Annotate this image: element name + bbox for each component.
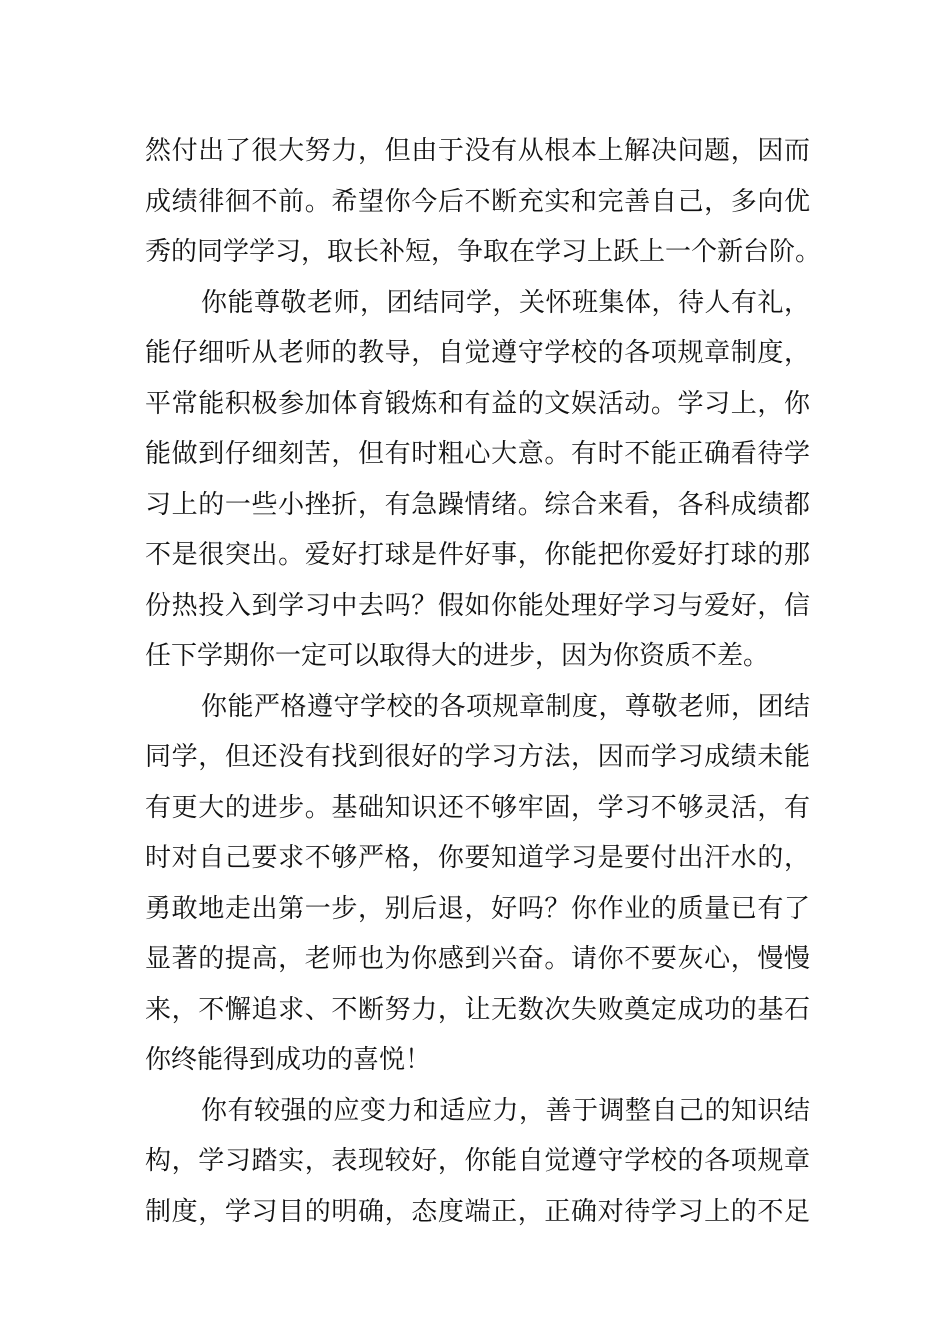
text-line: 不是很突出。爱好打球是件好事，你能把你爱好打球的那 bbox=[145, 540, 810, 570]
document-body bbox=[145, 126, 822, 1237]
paragraph-first-line: 你能严格遵守学校的各项规章制度，尊敬老师，团结 bbox=[201, 691, 810, 722]
text-line: 显著的提高，老师也为你感到兴奋。请你不要灰心，慢慢 bbox=[145, 944, 810, 974]
paragraph-first-line: 你有较强的应变力和适应力，善于调整自己的知识结 bbox=[201, 1095, 810, 1126]
text-line: 能仔细听从老师的教导，自觉遵守学校的各项规章制度， bbox=[145, 338, 810, 368]
text-line: 秀的同学学习，取长补短，争取在学习上跃上一个新台阶。 bbox=[145, 237, 822, 267]
text-line: 时对自己要求不够严格，你要知道学习是要付出汗水的， bbox=[145, 843, 810, 873]
text-line: 习上的一些小挫折，有急躁情绪。综合来看，各科成绩都 bbox=[145, 489, 810, 520]
text-line: 任下学期你一定可以取得大的进步，因为你资质不差。 bbox=[145, 641, 770, 671]
text-line: 份热投入到学习中去吗？假如你能处理好学习与爱好，信 bbox=[145, 590, 810, 621]
text-line: 平常能积极参加体育锻炼和有益的文娱活动。学习上，你 bbox=[145, 388, 810, 419]
text-line: 勇敢地走出第一步，别后退，好吗？你作业的质量已有了 bbox=[145, 893, 810, 924]
text-line: 有更大的进步。基础知识还不够牢固，学习不够灵活，有 bbox=[145, 792, 810, 823]
text-line: 构，学习踏实，表现较好，你能自觉遵守学校的各项规章 bbox=[145, 1146, 810, 1176]
text-line: 来，不懈追求、不断努力，让无数次失败奠定成功的基石 bbox=[145, 994, 810, 1025]
text-line: 你终能得到成功的喜悦！ bbox=[145, 1045, 432, 1075]
paragraph-first-line: 你能尊敬老师，团结同学，关怀班集体，待人有礼， bbox=[201, 287, 810, 318]
text-line: 同学，但还没有找到很好的学习方法，因而学习成绩未能 bbox=[145, 742, 810, 772]
text-line: 制度，学习目的明确，态度端正，正确对待学习上的不足 bbox=[145, 1196, 810, 1227]
text-line: 然付出了很大努力，但由于没有从根本上解决问题，因而 bbox=[145, 136, 810, 166]
text-line: 能做到仔细刻苦，但有时粗心大意。有时不能正确看待学 bbox=[145, 439, 810, 469]
text-line: 成绩徘徊不前。希望你今后不断充实和完善自己，多向优 bbox=[145, 186, 810, 217]
